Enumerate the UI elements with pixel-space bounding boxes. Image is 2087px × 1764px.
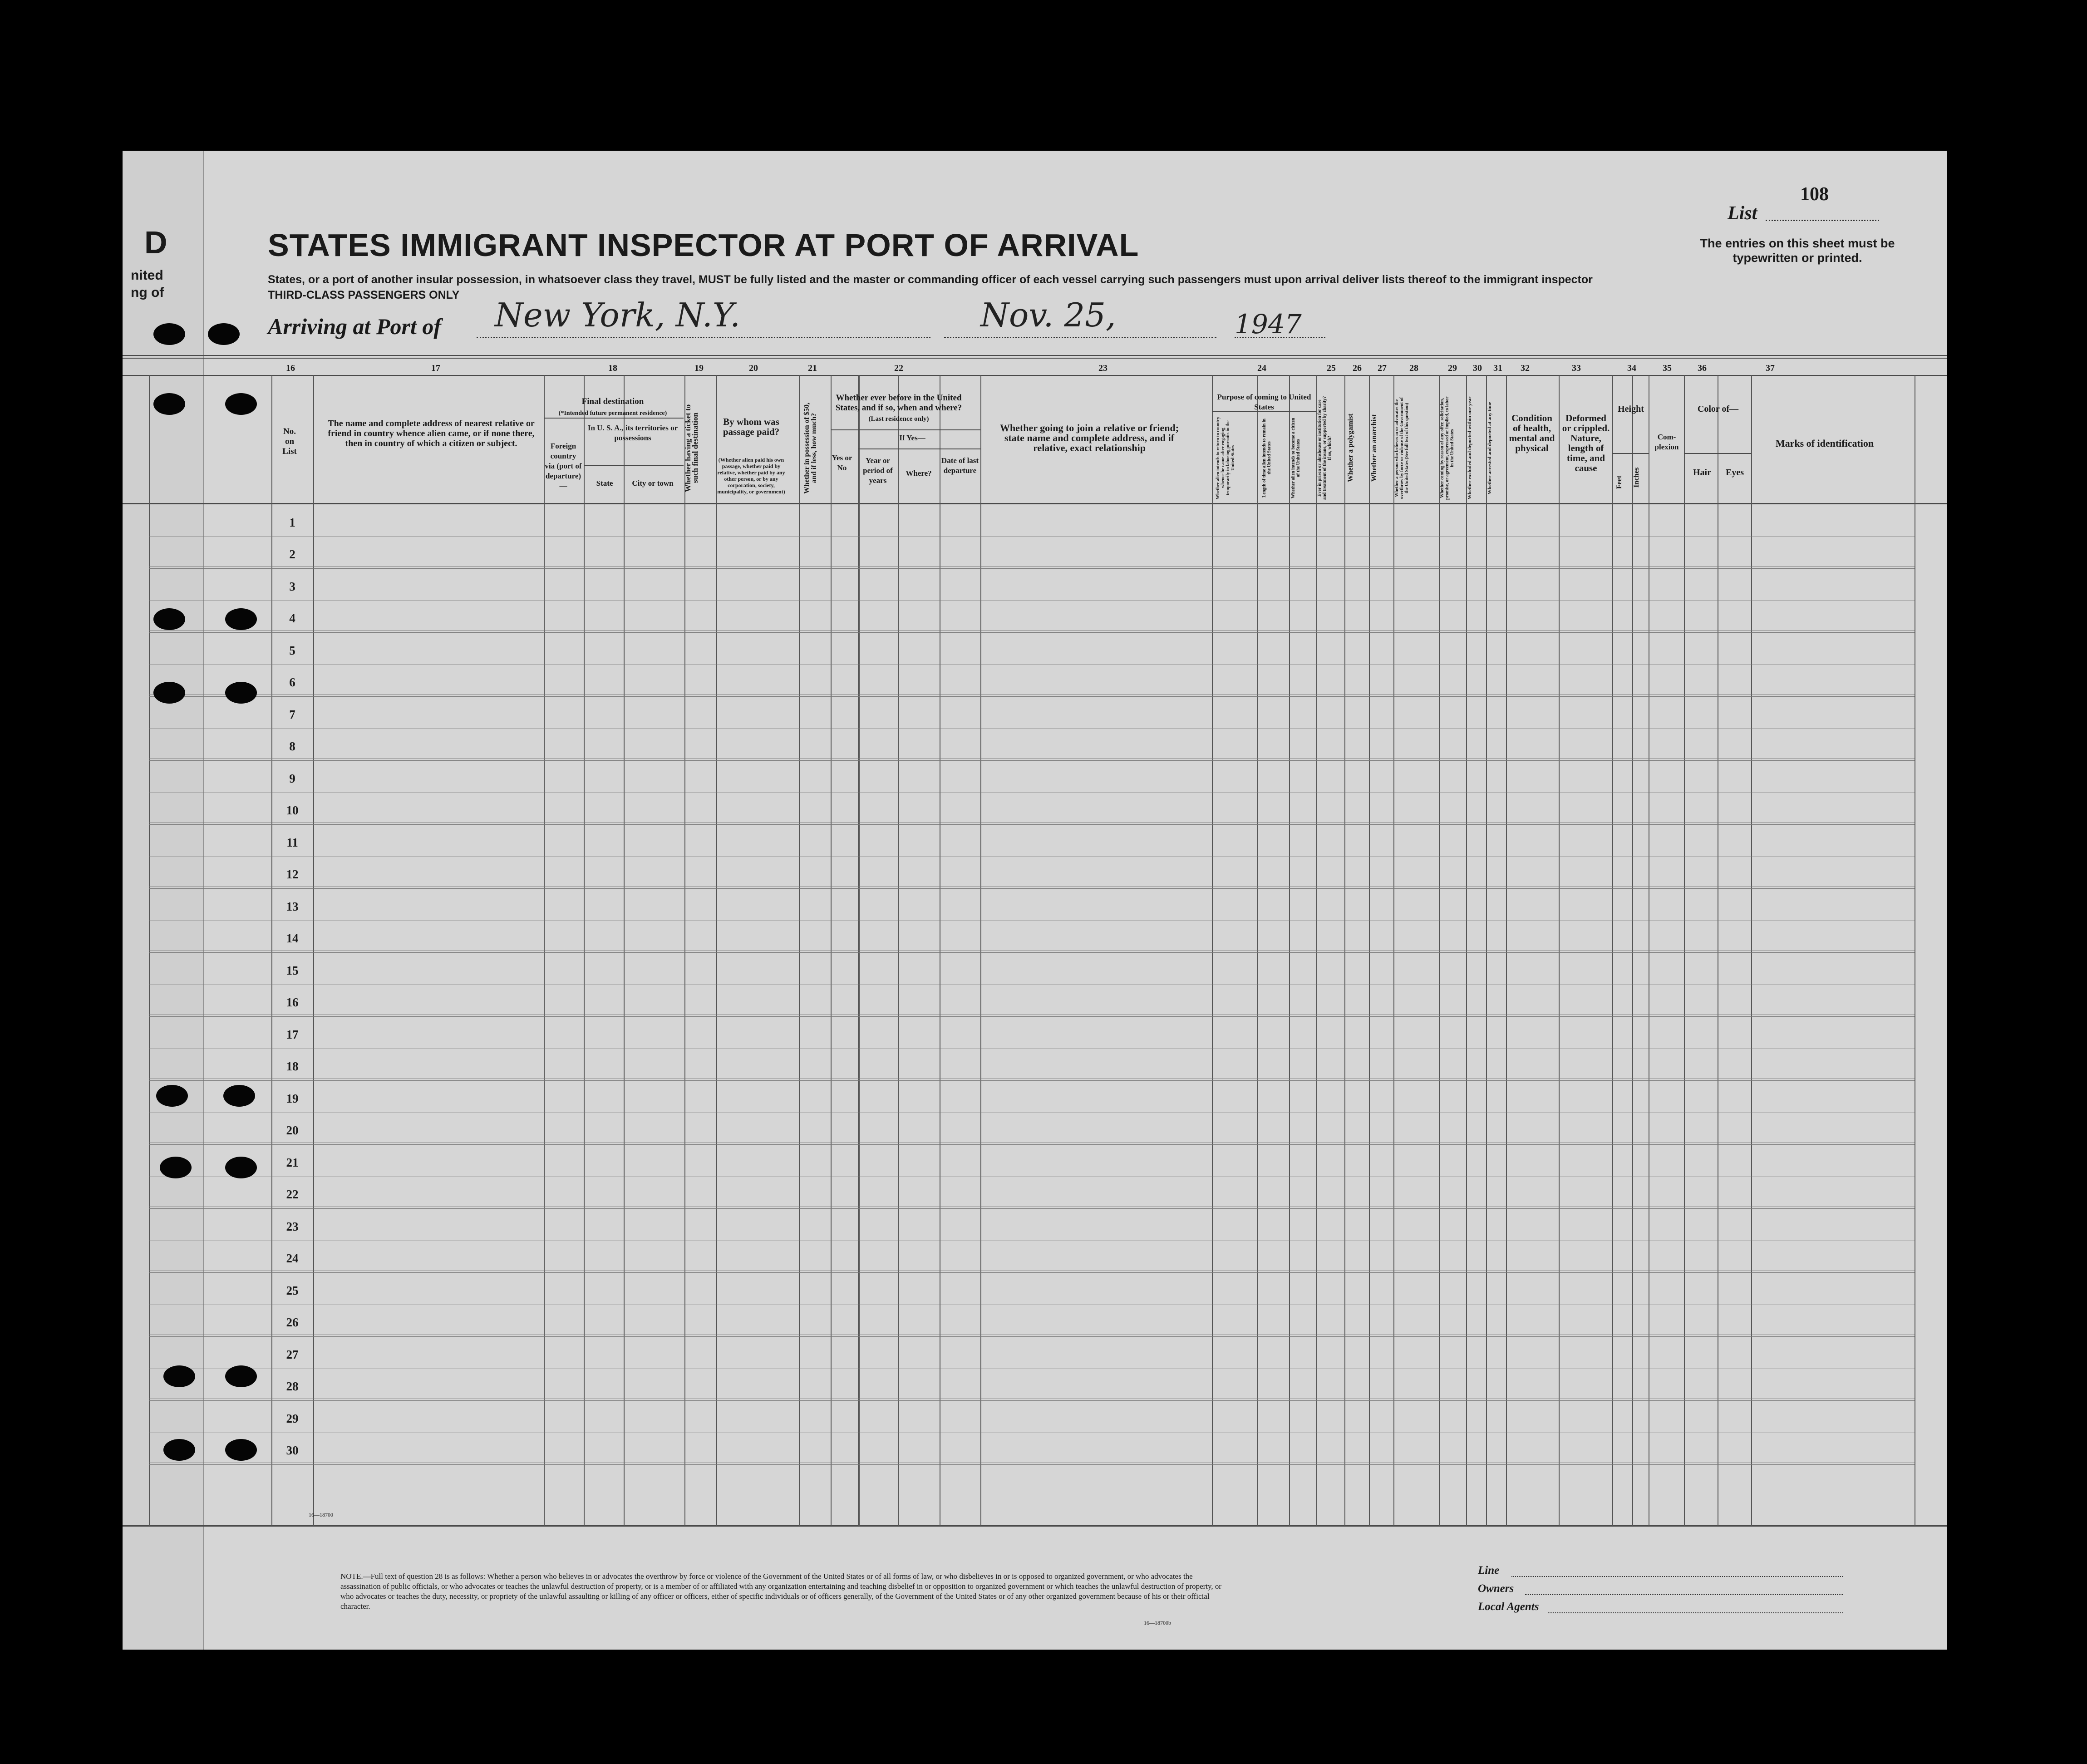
hd-city: City or town xyxy=(632,479,674,488)
hd-joining-relative: Whether going to join a relative or friend; state name and complete address, and if relative, exact relationship xyxy=(999,422,1179,453)
col-22: 22 xyxy=(894,363,903,373)
hd-31: Whether arrested and deported at any time xyxy=(1487,402,1492,494)
hd-no-on-list: No. on List xyxy=(282,427,297,456)
hd-25: Ever in prison or almshouse or institution for care and treatment of the insane, or supported by charity? If so, which? xyxy=(1317,396,1332,500)
list-line xyxy=(1766,220,1879,221)
hd-possession-50: Whether in possession of $50, and if less, how much? xyxy=(803,402,818,494)
date-handwritten: Nov. 25, xyxy=(980,296,1116,334)
hd-29: Whether coming by reason of any offer, solicitation, promise, or agreement, expressed or implied, to labor in the United States xyxy=(1440,396,1455,500)
footer-agents-label: Local Agents xyxy=(1478,1601,1539,1613)
row-number: 21 xyxy=(286,1155,299,1169)
stub-text-1: nited xyxy=(131,268,163,283)
hd-complexion: Com-plexion xyxy=(1654,433,1679,451)
row-number: 2 xyxy=(289,547,295,561)
row-number: 24 xyxy=(286,1252,299,1265)
hd-last-residence: (Last residence only) xyxy=(868,415,929,423)
row-rule xyxy=(149,1016,1915,1017)
row-number: 23 xyxy=(286,1219,299,1233)
col-23: 23 xyxy=(1098,363,1107,373)
hd-ticket: Whether having a ticket to such final destination xyxy=(684,404,699,492)
entries-note: The entries on this sheet must be typewritten or printed. xyxy=(1700,237,1895,265)
col-27: 27 xyxy=(1378,363,1387,373)
col-29: 29 xyxy=(1448,363,1457,373)
row-number: 28 xyxy=(286,1380,299,1393)
row-number: 16 xyxy=(286,995,299,1009)
col-31: 31 xyxy=(1493,363,1502,373)
row-rule xyxy=(149,1208,1915,1209)
rule-bottom xyxy=(123,1525,1947,1527)
hd-anarchist: Whether an anarchist xyxy=(1370,414,1378,482)
hd-ever-before: Whether ever before in the United States, and if so, when and where? xyxy=(835,393,962,413)
col-37: 37 xyxy=(1766,363,1775,373)
row-rule xyxy=(149,696,1915,697)
year-handwritten: 1947 xyxy=(1235,309,1302,340)
stub-text-2: ng of xyxy=(131,285,164,300)
hd-hair: Hair xyxy=(1693,468,1711,478)
hd-nearest-relative: The name and complete address of nearest relative or friend in country whence alien came, or if none there, then in country of which a citizen or subject. xyxy=(328,419,535,448)
footer-owners-label: Owners xyxy=(1478,1582,1514,1595)
row-number: 30 xyxy=(286,1444,299,1457)
row-number: 27 xyxy=(286,1347,299,1361)
hd-color-of: Color of— xyxy=(1697,404,1739,414)
list-number: 108 xyxy=(1800,184,1829,205)
col-21: 21 xyxy=(808,363,817,373)
col-32: 32 xyxy=(1521,363,1530,373)
row-number: 9 xyxy=(289,771,295,785)
punch-hole xyxy=(160,1157,192,1178)
row-number: 7 xyxy=(289,707,295,721)
row-number: 6 xyxy=(289,675,295,689)
hd-marks: Marks of identification xyxy=(1775,438,1874,449)
footer-line-rule xyxy=(1511,1576,1843,1577)
hd-yes-no: Yes or No xyxy=(832,453,852,472)
hd-foreign-country: Foreign country via (port of departure)— xyxy=(545,442,582,490)
punch-hole xyxy=(163,1439,195,1461)
punch-hole xyxy=(225,1365,257,1387)
row-number: 12 xyxy=(286,867,299,881)
hd-purpose: Purpose of coming to United States xyxy=(1217,393,1311,411)
punch-hole xyxy=(225,608,257,630)
row-rule xyxy=(149,1336,1915,1337)
hd-year-period: Year or period of years xyxy=(863,456,893,485)
hd-condition: Condition of health, mental and physical xyxy=(1509,413,1555,453)
row-rule xyxy=(149,952,1915,953)
row-rule xyxy=(149,1464,1915,1465)
hd-final-destination-sub: (*Intended future permanent residence) xyxy=(558,410,667,417)
row-number: 19 xyxy=(286,1091,299,1105)
row-number: 13 xyxy=(286,899,299,913)
hd-date-departure: Date of last departure xyxy=(941,456,979,475)
col-35: 35 xyxy=(1663,363,1672,373)
row-number: 26 xyxy=(286,1316,299,1329)
row-number: 4 xyxy=(289,611,295,625)
col-19: 19 xyxy=(694,363,704,373)
hd-passage-paid: By whom was passage paid? xyxy=(723,416,780,437)
row-number: 25 xyxy=(286,1283,299,1297)
row-rule xyxy=(149,760,1915,761)
row-number: 8 xyxy=(289,739,295,753)
punch-hole xyxy=(153,323,185,345)
row-number: 5 xyxy=(289,643,295,657)
rule-top xyxy=(123,355,1947,356)
punch-hole xyxy=(156,1085,188,1107)
row-number: 15 xyxy=(286,963,299,977)
hd-if-yes: If Yes— xyxy=(899,434,925,442)
row-rule xyxy=(149,1400,1915,1401)
hd-28: Whether a person who believes in or advocates the overthrow by force or violence of the Government of the United States (See full text of this question) xyxy=(1394,397,1409,499)
row-number: 11 xyxy=(286,835,298,849)
question-28-note: NOTE.—Full text of question 28 is as follows: Whether a person who believes in or advocates the overthrow by force or violence of the Government of the United States or of all forms of law, or who disbelieves in or is opposed to organized government, or who advocates the assassination of public officials, or who advocates or teaches the unlawful destruction of property, or is a member of or affiliated with any organization entertaining and teaching disbelief in or opposition to organized government or which teaches the unlawful destruction of property, or who advocates or teaches the duty, necessity, or propriety of the unlawful assaulting or killing of any officer or officers, either of specific individuals or of officers generally, of the Government of the United States or of any other organized government because of his or their official character. xyxy=(340,1572,1222,1611)
hd-polygamist: Whether a polygamist xyxy=(1347,414,1354,483)
row-number: 3 xyxy=(289,579,295,593)
row-rule xyxy=(149,1272,1915,1273)
col-18: 18 xyxy=(608,363,617,373)
hd-24b: Length of time alien intends to remain in the United States xyxy=(1262,419,1272,498)
col-36: 36 xyxy=(1698,363,1707,373)
punch-hole xyxy=(153,682,185,704)
hd-inches: Inches xyxy=(1633,467,1640,488)
footer-line-label: Line xyxy=(1478,1564,1500,1577)
hd-24c: Whether alien intends to become a citizen of the United States xyxy=(1291,418,1301,498)
punch-hole xyxy=(225,393,257,415)
punch-hole xyxy=(153,608,185,630)
header-subrule xyxy=(584,465,684,466)
punch-hole xyxy=(225,682,257,704)
stub-letter: D xyxy=(144,225,167,260)
hd-final-destination: Final destination xyxy=(581,397,644,406)
col-28: 28 xyxy=(1409,363,1418,373)
note-code: 16—18700b xyxy=(1144,1620,1171,1626)
punch-hole xyxy=(223,1085,255,1107)
third-class-label: THIRD-CLASS PASSENGERS ONLY xyxy=(268,289,460,301)
header-subrule xyxy=(831,429,980,430)
col-24: 24 xyxy=(1257,363,1266,373)
footer-owners-rule xyxy=(1525,1594,1843,1595)
header-subrule xyxy=(1612,453,1649,454)
row-number: 20 xyxy=(286,1123,299,1137)
form-code: 16—18700 xyxy=(309,1512,333,1518)
page-title: STATES IMMIGRANT INSPECTOR AT PORT OF ARRIVAL xyxy=(268,227,1139,263)
hd-deformed: Deformed or crippled. Nature, length of time, and cause xyxy=(1562,413,1610,473)
rule-header-bottom xyxy=(123,503,1947,504)
port-line xyxy=(477,337,930,338)
header-subrule xyxy=(1684,453,1751,454)
col-33: 33 xyxy=(1572,363,1581,373)
manifest-table xyxy=(123,355,1947,1526)
col-26: 26 xyxy=(1353,363,1362,373)
hd-24a: Whether alien intends to return to country whence he came after engaging temporarily in laboring pursuits in the United States xyxy=(1216,417,1235,499)
row-rule xyxy=(149,824,1915,825)
row-rule xyxy=(149,632,1915,633)
hd-passage-paid-sub: (Whether alien paid his own passage, whether paid by relative, whether paid by any other person, or by any corporation, society, municipality, or government) xyxy=(717,457,785,495)
rule-colnums xyxy=(123,375,1947,376)
row-rule xyxy=(149,568,1915,569)
hd-state: State xyxy=(596,479,613,488)
punch-hole xyxy=(225,1439,257,1461)
punch-hole xyxy=(153,393,185,415)
rule-top-2 xyxy=(123,358,1947,359)
col-25: 25 xyxy=(1327,363,1336,373)
row-number: 1 xyxy=(289,515,295,529)
hd-where: Where? xyxy=(906,469,932,478)
row-rule xyxy=(149,888,1915,889)
punch-hole xyxy=(163,1365,195,1387)
row-number: 18 xyxy=(286,1059,299,1073)
row-number: 22 xyxy=(286,1187,299,1201)
date-line xyxy=(944,337,1216,338)
hd-30: Whether excluded and deported within one year xyxy=(1467,396,1472,500)
instructions-text: States, or a port of another insular possession, in whatsoever class they travel, MUST be fully listed and the master or commanding officer of each vessel carrying such passengers must upon arrival deliver lists thereof to the immigrant inspector xyxy=(268,273,1593,286)
col-17: 17 xyxy=(431,363,440,373)
port-handwritten: New York, N.Y. xyxy=(495,296,740,334)
col-16: 16 xyxy=(286,363,295,373)
hd-feet: Feet xyxy=(1615,475,1623,489)
punch-hole xyxy=(225,1157,257,1178)
hd-height: Height xyxy=(1618,404,1644,414)
footer-agents-rule xyxy=(1548,1612,1843,1613)
hd-eyes: Eyes xyxy=(1726,468,1744,478)
header-subrule xyxy=(858,448,980,449)
row-rule xyxy=(149,1080,1915,1081)
row-number: 17 xyxy=(286,1027,299,1041)
row-number: 29 xyxy=(286,1411,299,1425)
col-34: 34 xyxy=(1627,363,1636,373)
col-30: 30 xyxy=(1473,363,1482,373)
punch-hole xyxy=(208,323,240,345)
list-label: List xyxy=(1728,203,1757,224)
hd-in-usa: In U. S. A., its territories or possessions xyxy=(587,424,678,442)
row-number: 14 xyxy=(286,931,299,945)
col-20: 20 xyxy=(749,363,758,373)
arriving-label: Arriving at Port of xyxy=(268,314,441,339)
row-rule xyxy=(149,1144,1915,1145)
row-number: 10 xyxy=(286,803,299,817)
